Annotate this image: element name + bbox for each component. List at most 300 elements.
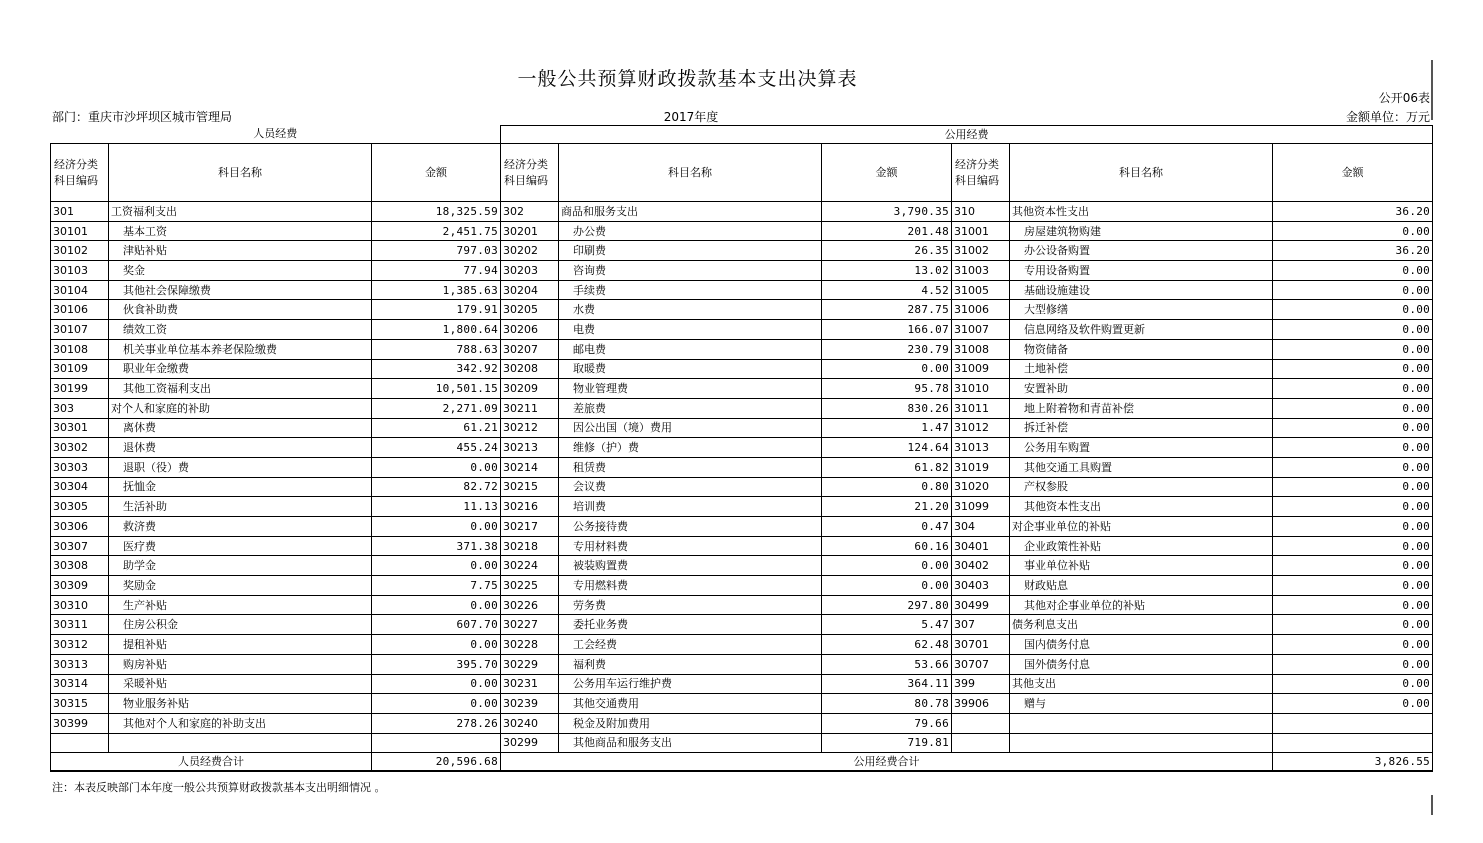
amount-cell: 179.91 bbox=[372, 300, 501, 320]
department-label: 部门：重庆市沙坪坝区城市管理局 bbox=[52, 110, 233, 124]
code-cell: 31001 bbox=[952, 221, 1010, 241]
code-cell: 30209 bbox=[501, 379, 559, 399]
amount-cell: 364.11 bbox=[822, 674, 952, 694]
amount-cell: 0.00 bbox=[1273, 556, 1433, 576]
amount-cell: 1,385.63 bbox=[372, 280, 501, 300]
code-cell: 30315 bbox=[51, 694, 109, 714]
code-cell: 30109 bbox=[51, 359, 109, 379]
name-cell: 因公出国（境）费用 bbox=[559, 418, 822, 438]
amount-cell: 455.24 bbox=[372, 438, 501, 458]
amount-cell: 0.00 bbox=[1273, 595, 1433, 615]
name-cell: 绩效工资 bbox=[109, 320, 372, 340]
name-cell: 印刷费 bbox=[559, 241, 822, 261]
code-cell: 31010 bbox=[952, 379, 1010, 399]
code-cell: 30201 bbox=[501, 221, 559, 241]
code-cell: 30202 bbox=[501, 241, 559, 261]
header-name-3: 科目名称 bbox=[1010, 144, 1273, 202]
name-cell: 工会经费 bbox=[559, 635, 822, 655]
code-cell: 30239 bbox=[501, 694, 559, 714]
public-total-label: 公用经费合计 bbox=[501, 753, 1273, 772]
name-cell: 其他资本性支出 bbox=[1010, 202, 1273, 222]
name-cell: 抚恤金 bbox=[109, 477, 372, 497]
name-cell: 奖金 bbox=[109, 261, 372, 281]
table-row bbox=[51, 280, 1433, 300]
code-cell: 30312 bbox=[51, 635, 109, 655]
name-cell: 助学金 bbox=[109, 556, 372, 576]
amount-cell: 0.00 bbox=[1273, 320, 1433, 340]
amount-cell: 53.66 bbox=[822, 654, 952, 674]
code-cell: 31013 bbox=[952, 438, 1010, 458]
code-cell: 30206 bbox=[501, 320, 559, 340]
table-number: 公开06表 bbox=[1378, 91, 1430, 105]
table-row bbox=[51, 379, 1433, 399]
amount-cell: 60.16 bbox=[822, 536, 952, 556]
name-cell: 专用燃料费 bbox=[559, 576, 822, 596]
code-cell: 31003 bbox=[952, 261, 1010, 281]
code-cell: 30108 bbox=[51, 339, 109, 359]
amount-cell: 61.82 bbox=[822, 457, 952, 477]
name-cell: 土地补偿 bbox=[1010, 359, 1273, 379]
name-cell: 企业政策性补贴 bbox=[1010, 536, 1273, 556]
code-cell: 39906 bbox=[952, 694, 1010, 714]
name-cell: 生产补贴 bbox=[109, 595, 372, 615]
header-name-2: 科目名称 bbox=[559, 144, 822, 202]
header-amount-2: 金额 bbox=[822, 144, 952, 202]
table-row bbox=[51, 457, 1433, 477]
code-cell: 30314 bbox=[51, 674, 109, 694]
amount-cell: 0.00 bbox=[1273, 477, 1433, 497]
code-cell: 31006 bbox=[952, 300, 1010, 320]
name-cell: 对企事业单位的补贴 bbox=[1010, 517, 1273, 537]
code-cell: 30225 bbox=[501, 576, 559, 596]
table-row bbox=[51, 517, 1433, 537]
code-cell: 30240 bbox=[501, 713, 559, 733]
code-cell: 30104 bbox=[51, 280, 109, 300]
name-cell: 水费 bbox=[559, 300, 822, 320]
code-cell: 30310 bbox=[51, 595, 109, 615]
name-cell: 专用设备购置 bbox=[1010, 261, 1273, 281]
amount-cell: 13.02 bbox=[822, 261, 952, 281]
amount-cell: 166.07 bbox=[822, 320, 952, 340]
name-cell: 电费 bbox=[559, 320, 822, 340]
amount-cell: 0.00 bbox=[1273, 418, 1433, 438]
amount-cell: 21.20 bbox=[822, 497, 952, 517]
name-cell: 其他资本性支出 bbox=[1010, 497, 1273, 517]
amount-cell: 95.78 bbox=[822, 379, 952, 399]
amount-cell: 0.00 bbox=[372, 517, 501, 537]
amount-cell: 0.00 bbox=[1273, 339, 1433, 359]
name-cell: 租赁费 bbox=[559, 457, 822, 477]
name-cell: 提租补贴 bbox=[109, 635, 372, 655]
amount-cell: 2,271.09 bbox=[372, 398, 501, 418]
code-cell: 307 bbox=[952, 615, 1010, 635]
amount-cell bbox=[1273, 733, 1433, 753]
code-cell: 30211 bbox=[501, 398, 559, 418]
amount-cell: 7.75 bbox=[372, 576, 501, 596]
amount-cell: 0.00 bbox=[1273, 615, 1433, 635]
amount-cell: 0.00 bbox=[372, 457, 501, 477]
amount-cell: 0.00 bbox=[1273, 694, 1433, 714]
table-row bbox=[51, 241, 1433, 261]
code-cell: 30313 bbox=[51, 654, 109, 674]
amount-cell: 278.26 bbox=[372, 713, 501, 733]
code-cell: 30707 bbox=[952, 654, 1010, 674]
amount-cell: 3,790.35 bbox=[822, 202, 952, 222]
amount-cell: 0.00 bbox=[822, 576, 952, 596]
header-code-2: 经济分类科目编码 bbox=[501, 144, 559, 202]
group-header-row bbox=[51, 126, 1433, 144]
code-cell: 30401 bbox=[952, 536, 1010, 556]
amount-cell: 26.35 bbox=[822, 241, 952, 261]
code-cell: 31099 bbox=[952, 497, 1010, 517]
name-cell: 手续费 bbox=[559, 280, 822, 300]
name-cell: 福利费 bbox=[559, 654, 822, 674]
amount-cell: 0.00 bbox=[1273, 497, 1433, 517]
code-cell: 30302 bbox=[51, 438, 109, 458]
amount-cell: 395.70 bbox=[372, 654, 501, 674]
amount-cell: 0.00 bbox=[1273, 398, 1433, 418]
amount-cell: 0.00 bbox=[1273, 536, 1433, 556]
amount-cell: 2,451.75 bbox=[372, 221, 501, 241]
header-code-3: 经济分类科目编码 bbox=[952, 144, 1010, 202]
page-title: 一般公共预算财政拨款基本支出决算表 bbox=[517, 68, 858, 90]
name-cell: 会议费 bbox=[559, 477, 822, 497]
code-cell: 30216 bbox=[501, 497, 559, 517]
column-header-row bbox=[51, 144, 1433, 202]
amount-cell: 0.00 bbox=[1273, 438, 1433, 458]
name-cell: 基础设施建设 bbox=[1010, 280, 1273, 300]
amount-cell: 0.00 bbox=[1273, 221, 1433, 241]
code-cell: 31020 bbox=[952, 477, 1010, 497]
code-cell: 310 bbox=[952, 202, 1010, 222]
name-cell: 其他交通费用 bbox=[559, 694, 822, 714]
name-cell: 安置补助 bbox=[1010, 379, 1273, 399]
amount-cell: 0.47 bbox=[822, 517, 952, 537]
code-cell: 30299 bbox=[501, 733, 559, 753]
code-cell: 31002 bbox=[952, 241, 1010, 261]
expenditure-table bbox=[50, 125, 1433, 772]
table-row bbox=[51, 497, 1433, 517]
amount-cell: 77.94 bbox=[372, 261, 501, 281]
code-cell: 30203 bbox=[501, 261, 559, 281]
name-cell: 取暖费 bbox=[559, 359, 822, 379]
table-row bbox=[51, 576, 1433, 596]
amount-cell: 36.20 bbox=[1273, 202, 1433, 222]
amount-cell: 607.70 bbox=[372, 615, 501, 635]
table-row bbox=[51, 359, 1433, 379]
code-cell: 30231 bbox=[501, 674, 559, 694]
code-cell: 30106 bbox=[51, 300, 109, 320]
name-cell: 维修（护）费 bbox=[559, 438, 822, 458]
code-cell: 303 bbox=[51, 398, 109, 418]
amount-cell: 36.20 bbox=[1273, 241, 1433, 261]
code-cell: 30499 bbox=[952, 595, 1010, 615]
name-cell: 邮电费 bbox=[559, 339, 822, 359]
code-cell: 30204 bbox=[501, 280, 559, 300]
code-cell: 30307 bbox=[51, 536, 109, 556]
right-edge-line-top bbox=[1431, 60, 1433, 120]
name-cell: 债务利息支出 bbox=[1010, 615, 1273, 635]
name-cell: 医疗费 bbox=[109, 536, 372, 556]
code-cell: 30224 bbox=[501, 556, 559, 576]
name-cell: 赠与 bbox=[1010, 694, 1273, 714]
amount-cell: 0.00 bbox=[1273, 635, 1433, 655]
table-row bbox=[51, 694, 1433, 714]
group-personnel: 人员经费 bbox=[51, 126, 501, 144]
name-cell: 津贴补贴 bbox=[109, 241, 372, 261]
code-cell: 30403 bbox=[952, 576, 1010, 596]
amount-cell: 0.00 bbox=[1273, 359, 1433, 379]
name-cell: 委托业务费 bbox=[559, 615, 822, 635]
code-cell: 30305 bbox=[51, 497, 109, 517]
name-cell: 其他对个人和家庭的补助支出 bbox=[109, 713, 372, 733]
table-row bbox=[51, 320, 1433, 340]
amount-cell: 719.81 bbox=[822, 733, 952, 753]
code-cell bbox=[51, 733, 109, 753]
table-row bbox=[51, 536, 1433, 556]
code-cell: 30102 bbox=[51, 241, 109, 261]
amount-cell: 0.00 bbox=[822, 556, 952, 576]
code-cell: 30218 bbox=[501, 536, 559, 556]
name-cell: 其他交通工具购置 bbox=[1010, 457, 1273, 477]
table-row bbox=[51, 339, 1433, 359]
code-cell: 31008 bbox=[952, 339, 1010, 359]
public-total-amount: 3,826.55 bbox=[1273, 753, 1433, 772]
name-cell: 公务接待费 bbox=[559, 517, 822, 537]
code-cell: 30207 bbox=[501, 339, 559, 359]
code-cell: 30227 bbox=[501, 615, 559, 635]
name-cell bbox=[1010, 713, 1273, 733]
code-cell: 30103 bbox=[51, 261, 109, 281]
name-cell: 国内债务付息 bbox=[1010, 635, 1273, 655]
amount-cell: 0.00 bbox=[372, 595, 501, 615]
code-cell: 30101 bbox=[51, 221, 109, 241]
code-cell: 30205 bbox=[501, 300, 559, 320]
name-cell: 产权参股 bbox=[1010, 477, 1273, 497]
amount-cell: 79.66 bbox=[822, 713, 952, 733]
code-cell: 31009 bbox=[952, 359, 1010, 379]
amount-cell: 0.00 bbox=[822, 359, 952, 379]
amount-cell: 0.00 bbox=[372, 674, 501, 694]
amount-cell: 0.00 bbox=[1273, 576, 1433, 596]
name-cell: 税金及附加费用 bbox=[559, 713, 822, 733]
code-cell: 31012 bbox=[952, 418, 1010, 438]
header-name-1: 科目名称 bbox=[109, 144, 372, 202]
name-cell: 办公费 bbox=[559, 221, 822, 241]
amount-cell: 62.48 bbox=[822, 635, 952, 655]
name-cell: 拆迁补偿 bbox=[1010, 418, 1273, 438]
code-cell: 31007 bbox=[952, 320, 1010, 340]
header-amount-1: 金额 bbox=[372, 144, 501, 202]
name-cell: 专用材料费 bbox=[559, 536, 822, 556]
table-row bbox=[51, 595, 1433, 615]
amount-cell: 11.13 bbox=[372, 497, 501, 517]
code-cell: 30208 bbox=[501, 359, 559, 379]
name-cell: 被装购置费 bbox=[559, 556, 822, 576]
table-row bbox=[51, 556, 1433, 576]
name-cell: 伙食补助费 bbox=[109, 300, 372, 320]
name-cell: 国外债务付息 bbox=[1010, 654, 1273, 674]
table-row bbox=[51, 300, 1433, 320]
code-cell: 30306 bbox=[51, 517, 109, 537]
code-cell: 31005 bbox=[952, 280, 1010, 300]
amount-cell: 788.63 bbox=[372, 339, 501, 359]
year-label: 2017年度 bbox=[663, 110, 719, 124]
name-cell: 差旅费 bbox=[559, 398, 822, 418]
name-cell: 咨询费 bbox=[559, 261, 822, 281]
amount-cell: 297.80 bbox=[822, 595, 952, 615]
name-cell: 对个人和家庭的补助 bbox=[109, 398, 372, 418]
name-cell: 公务用车运行维护费 bbox=[559, 674, 822, 694]
name-cell: 办公设备购置 bbox=[1010, 241, 1273, 261]
amount-cell: 371.38 bbox=[372, 536, 501, 556]
name-cell: 大型修缮 bbox=[1010, 300, 1273, 320]
name-cell bbox=[109, 733, 372, 753]
name-cell: 其他工资福利支出 bbox=[109, 379, 372, 399]
table-row bbox=[51, 398, 1433, 418]
code-cell: 30229 bbox=[501, 654, 559, 674]
table-row bbox=[51, 615, 1433, 635]
name-cell: 奖励金 bbox=[109, 576, 372, 596]
amount-cell: 201.48 bbox=[822, 221, 952, 241]
code-cell bbox=[952, 733, 1010, 753]
amount-cell: 0.00 bbox=[1273, 457, 1433, 477]
table-row bbox=[51, 713, 1433, 733]
amount-cell: 230.79 bbox=[822, 339, 952, 359]
amount-cell: 10,501.15 bbox=[372, 379, 501, 399]
name-cell: 其他对企事业单位的补贴 bbox=[1010, 595, 1273, 615]
amount-cell: 1.47 bbox=[822, 418, 952, 438]
amount-cell: 4.52 bbox=[822, 280, 952, 300]
name-cell: 物业管理费 bbox=[559, 379, 822, 399]
header-code-1: 经济分类科目编码 bbox=[51, 144, 109, 202]
name-cell: 公务用车购置 bbox=[1010, 438, 1273, 458]
amount-cell bbox=[1273, 713, 1433, 733]
name-cell: 其他社会保障缴费 bbox=[109, 280, 372, 300]
amount-cell: 0.00 bbox=[372, 694, 501, 714]
table-row bbox=[51, 674, 1433, 694]
name-cell: 劳务费 bbox=[559, 595, 822, 615]
name-cell: 退休费 bbox=[109, 438, 372, 458]
amount-cell: 797.03 bbox=[372, 241, 501, 261]
name-cell: 信息网络及软件购置更新 bbox=[1010, 320, 1273, 340]
name-cell: 其他商品和服务支出 bbox=[559, 733, 822, 753]
table-row bbox=[51, 202, 1433, 222]
code-cell: 30701 bbox=[952, 635, 1010, 655]
amount-cell: 18,325.59 bbox=[372, 202, 501, 222]
code-cell: 302 bbox=[501, 202, 559, 222]
table-row bbox=[51, 654, 1433, 674]
table-row bbox=[51, 733, 1433, 753]
amount-cell: 0.00 bbox=[1273, 674, 1433, 694]
name-cell: 房屋建筑物购建 bbox=[1010, 221, 1273, 241]
name-cell: 基本工资 bbox=[109, 221, 372, 241]
code-cell: 30309 bbox=[51, 576, 109, 596]
name-cell: 财政贴息 bbox=[1010, 576, 1273, 596]
table-row bbox=[51, 438, 1433, 458]
header-amount-3: 金额 bbox=[1273, 144, 1433, 202]
table-row bbox=[51, 221, 1433, 241]
name-cell bbox=[1010, 733, 1273, 753]
name-cell: 物业服务补贴 bbox=[109, 694, 372, 714]
code-cell: 30217 bbox=[501, 517, 559, 537]
amount-cell: 342.92 bbox=[372, 359, 501, 379]
amount-cell: 0.00 bbox=[1273, 280, 1433, 300]
code-cell: 30214 bbox=[501, 457, 559, 477]
right-edge-line-bottom bbox=[1431, 795, 1433, 815]
name-cell: 其他支出 bbox=[1010, 674, 1273, 694]
code-cell: 30228 bbox=[501, 635, 559, 655]
table-row bbox=[51, 477, 1433, 497]
name-cell: 物资储备 bbox=[1010, 339, 1273, 359]
name-cell: 事业单位补贴 bbox=[1010, 556, 1273, 576]
code-cell: 30215 bbox=[501, 477, 559, 497]
code-cell: 30226 bbox=[501, 595, 559, 615]
amount-cell: 0.00 bbox=[1273, 379, 1433, 399]
name-cell: 生活补助 bbox=[109, 497, 372, 517]
amount-cell: 0.00 bbox=[1273, 300, 1433, 320]
code-cell: 30311 bbox=[51, 615, 109, 635]
code-cell: 30304 bbox=[51, 477, 109, 497]
amount-cell: 0.00 bbox=[1273, 517, 1433, 537]
name-cell: 培训费 bbox=[559, 497, 822, 517]
amount-cell: 124.64 bbox=[822, 438, 952, 458]
amount-cell: 82.72 bbox=[372, 477, 501, 497]
name-cell: 救济费 bbox=[109, 517, 372, 537]
table-row bbox=[51, 635, 1433, 655]
table-row bbox=[51, 418, 1433, 438]
name-cell: 商品和服务支出 bbox=[559, 202, 822, 222]
amount-cell: 0.80 bbox=[822, 477, 952, 497]
code-cell: 30399 bbox=[51, 713, 109, 733]
code-cell: 30212 bbox=[501, 418, 559, 438]
unit-label: 金额单位：万元 bbox=[1345, 110, 1430, 124]
name-cell: 地上附着物和青苗补偿 bbox=[1010, 398, 1273, 418]
name-cell: 工资福利支出 bbox=[109, 202, 372, 222]
name-cell: 职业年金缴费 bbox=[109, 359, 372, 379]
amount-cell: 830.26 bbox=[822, 398, 952, 418]
amount-cell bbox=[372, 733, 501, 753]
code-cell: 30402 bbox=[952, 556, 1010, 576]
code-cell: 30213 bbox=[501, 438, 559, 458]
name-cell: 退职（役）费 bbox=[109, 457, 372, 477]
amount-cell: 0.00 bbox=[1273, 654, 1433, 674]
amount-cell: 0.00 bbox=[372, 556, 501, 576]
personnel-total-amount: 20,596.68 bbox=[372, 753, 501, 772]
name-cell: 机关事业单位基本养老保险缴费 bbox=[109, 339, 372, 359]
group-public: 公用经费 bbox=[501, 126, 1433, 144]
name-cell: 住房公积金 bbox=[109, 615, 372, 635]
code-cell: 30303 bbox=[51, 457, 109, 477]
personnel-total-label: 人员经费合计 bbox=[51, 753, 372, 772]
code-cell: 30107 bbox=[51, 320, 109, 340]
totals-row bbox=[51, 753, 1433, 772]
table-row bbox=[51, 261, 1433, 281]
code-cell: 31019 bbox=[952, 457, 1010, 477]
code-cell: 301 bbox=[51, 202, 109, 222]
code-cell: 399 bbox=[952, 674, 1010, 694]
amount-cell: 1,800.64 bbox=[372, 320, 501, 340]
code-cell: 304 bbox=[952, 517, 1010, 537]
amount-cell: 287.75 bbox=[822, 300, 952, 320]
name-cell: 采暖补贴 bbox=[109, 674, 372, 694]
amount-cell: 61.21 bbox=[372, 418, 501, 438]
footnote: 注：本表反映部门本年度一般公共预算财政拨款基本支出明细情况 。 bbox=[52, 781, 386, 794]
code-cell: 30308 bbox=[51, 556, 109, 576]
code-cell: 30199 bbox=[51, 379, 109, 399]
code-cell: 30301 bbox=[51, 418, 109, 438]
name-cell: 离休费 bbox=[109, 418, 372, 438]
